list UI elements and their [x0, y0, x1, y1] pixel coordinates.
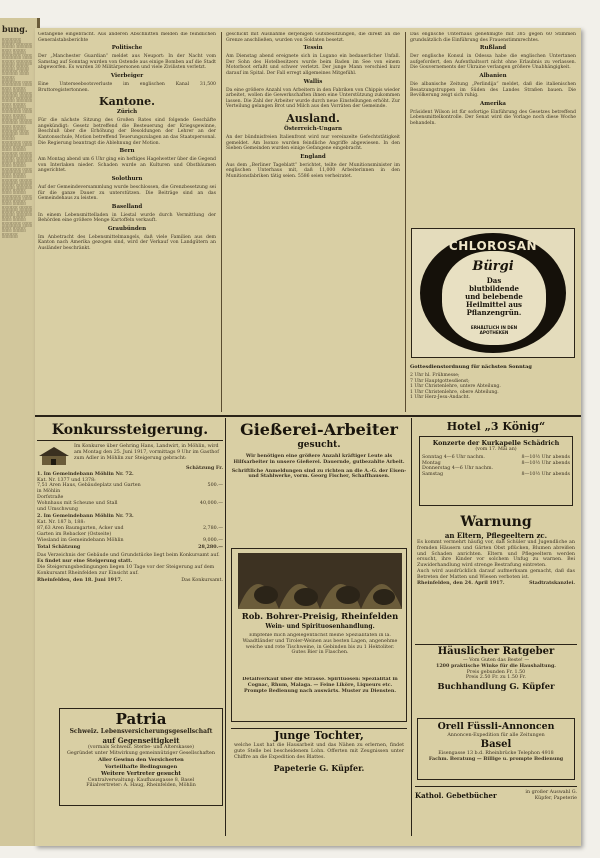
konkurs-intro: Im Konkurse über Gehring Hans, Landwirt, in Möhlin, wird am Montag den 25. Juni 1917, vormittags 9 Uhr im Gasthof zum Adler in Möhlin zur Steigerung gebracht: [74, 444, 220, 461]
news-subhead: Wallis [303, 78, 323, 85]
news-paragraph: Der englische Konsul in Odessa habe die englischen Untertanen aufgefordert, den Aufenthaltsort nicht ohne Erlaubnis zu verlassen. Die Gouvernements der Ukraine verlangen größere Unabhängigkeit. [410, 54, 576, 71]
news-subhead: Zürich [116, 109, 138, 116]
hotel-concert-box: Konzerte der Kurkapelle Schädrich (vom 17. Mai an) Sonntag 4—6 Uhr nachm. 8—10½ Uhr abends Montag 8—10½ Uhr abends Donnerstag 4—6 Uhr nachm. Samstag 8—10½ Uhr abends [419, 436, 573, 506]
news-subhead: Österreich-Ungarn [283, 125, 343, 132]
patria-title: Patria [115, 710, 167, 728]
news-paragraph: An der bündnisfreien Italienfront wird nur vereinzelte Gefechtstätigkeit gemeldet. Am Isonzo wurden feindliche Angriffe abgewiesen. In den Sieben Gemeinden wurden einige Gefangene eingebracht. [226, 134, 400, 152]
news-paragraph: Der „Manchester Guardian“ meldet aus Neuport: In der Nacht vom Samstag auf Sonntag wurden von Ostende aus einige Bomben auf die Stadt abgeworfen. Es wurden 30 Militärpersonen und viele Zivilisten verletzt. [38, 54, 216, 71]
news-paragraph: Eine Unterseebootsverluste im englischen Kanal 31,500 Bruttoregistertonnen. [38, 81, 216, 93]
konkurs-lot-head: 1. Im Gemeindebann Möhlin Nr. 72. [37, 470, 134, 477]
chlorosan-brand-buergi: Bürgi [472, 259, 514, 274]
warnung-title: Warnung [460, 514, 532, 530]
ratgeber-ad: Häuslicher Ratgeber — Vom Guten das Beste! — 1200 praktische Winke für die Haushaltung. Preis gebunden Fr. 1.50 Preis 2.50 Fr. zu 1.50 Fr. Buchhandlung G. Küpfer [415, 644, 577, 714]
gebetbuecher-ad: Kathol. Gebetbücher in großer Auswahl G. Küpfer, Papeterie [415, 786, 577, 806]
news-paragraph: In einem Lebensmittelladen in Liestal wurde durch Vermittlung der Behörden eine größere Menge Kartoffeln verkauft. [38, 212, 216, 224]
patria-ad: Patria Schweiz. Lebensversicherungsgesellschaft auf Gegenseitigkeit (vormals Schweiz. Sterbe- und Alterskasse) Gegründet unter Mitwirkung gemeinnütziger Gesellschaften Aller Gewinn den Versicherten Vorteilhafte Bedingungen Weitere Vertreter gesucht Centralverwaltung: Kaufhausgasse 8, Basel Filialvertreter: A. Haug, Rheinfelden, Möhlin [59, 708, 223, 806]
news-subhead: Vierbeiger [110, 72, 144, 79]
news-column-1 [35, 32, 219, 412]
news-column-3 [407, 32, 579, 228]
warnung-ad: Warnung an Eltern, Pflegeeltern zc. Es kommt vermehrt häufig vor, daß Schüler und Jugendliche an fremden Häusern und Gärten Obst pflücken, Blumen abreißen und Schaden anrichten. Eltern und Pflegeeltern werden ersucht, ihre Kinder vor solchem Unfug zu warnen. Bei Zuwiderhandlung wird strenge Bestrafung eintreten. Auch wird ausdrücklich darauf aufmerksam gemacht, daß das Betreten der Matten und Wiesen verboten ist. Rheinfelden, den 24. April 1917. Stadtratskanzlei. [417, 514, 575, 586]
service-program-title: Gottesdienstordnung für nächsten Sonntag [410, 364, 532, 370]
chlorosan-brand: CHLOROSAN [448, 239, 538, 253]
left-page-text: ░░░░░░ ░░░░ ░░░░░ ░░░ ░░░░ ░░░░░░ ░░░ ░░░░ ░░░░░ ░░░░ ░░░░ ░░░░░ ░░░ ░░░░ ░░░░░░ ░░░ ░░░ ░░░░ ░░░░░ ░░░░ ░░░░ ░░░░░ ░░░ ░░░░ ░░░░░░ ░░░ ░░░ ░░░░ ░░░░░ ░░░░ ░░░ ░░░░ ░░░░░ ░░░ ░░░░ ░░░░░░ ░░░ ░░░ ░░░░ ░░░░░ ░░░░ ░░░░ ░░░░░ ░░░ ░░░░ ░░░░░░ ░░░ ░░░ ░░░░ ░░░░░ ░░░░ ░░░░ ░░░░░ ░░░ ░░░░ ░░░░░░ ░░░ ░░░ ░░░░ ░░░░░ ░░░░ ░░░░ ░░░░░ ░░░ ░░░░ ░░░░░░ ░░░ ░░░ ░░░░ ░░░░░ [2, 38, 33, 238]
konkurs-lot-head: 2. Im Gemeindebann Möhlin Nr. 73. [37, 513, 134, 520]
wine-cellar-illustration [238, 553, 402, 609]
bohrer-name: Rob. Bohrer-Preisig, Rheinfelden [241, 611, 399, 621]
junge-tochter-title: Junge Tochter, [231, 728, 407, 743]
hotel-ad [415, 420, 577, 512]
news-paragraph: Auf der Gemeindeversammlung wurde beschlossen, die Grenzbesetzung sei für die ganze Dauer zu unterstützen. Die Beiträge sind an das Gemeindehaus zu leisten. [38, 184, 216, 202]
news-subhead: Albanien [479, 72, 507, 79]
section-heading-kantone: Kantone. [99, 95, 155, 109]
news-subhead: Graubünden [107, 225, 147, 232]
news-intro: Gefangene eingebracht. Aus anderen Abschnitten melden die feindlichen Generalstabsberichte [38, 32, 216, 43]
news-subhead: Baselland [111, 203, 143, 210]
konkurs-title: Konkurssteigerung. [37, 420, 223, 441]
news-paragraph: Die albanische Zeitung „Perlindija“ meldet, daß die italienischen Besatzungstruppen im Süden des Landes Straßen bauen. Die Bevölkerung zeigt sich ruhig. [410, 81, 576, 99]
news-subhead: Tessin [303, 45, 323, 52]
giesserei-ad: Gießerei-Arbeiter gesucht. Wir benötigen eine größere Anzahl kräftiger Leute als Hilfsarbeiter in unsere Gießerei. Dauernde, gutbezahlte Arbeit. Schriftliche Anmeldungen sind zu richten an die A.-G. der Eisen- und Stahlwerke, vorm. Georg Fischer, Schaffhausen. [229, 420, 409, 540]
news-subhead: Rußland [479, 45, 507, 52]
left-page-edge [0, 18, 40, 846]
orell-fuessli-ad: Orell Füssli-Annoncen Annoncen-Expedition für alle Zeitungen Basel Eisengasse 13 b.d. Rheinbrücke Telephon 4918 Fachm. Beratung — Billige u. prompte Bedienung [417, 718, 575, 780]
news-paragraph: Für die nächste Sitzung des Großen Rates sind folgende Geschäfte angekündigt: Gesetz betreffend die Besteuerung der Kriegsgewinne, Beschluß über die Erhöhung der Besoldungen der Lehrer an der Kantonsschule, Motion betreffend Teuerungszulagen an das Staatspersonal. Die Regierung beantragt die Ablehnung der Motion. [38, 118, 216, 146]
news-subhead: Amerika [480, 100, 506, 107]
bohrer-ad: Rob. Bohrer-Preisig, Rheinfelden Wein- und Spirituosenhandlung. Empfehle mich angelegentlichst meine Spezialitäten in la. Waadtländer und Tiroler-Weinen aus besten Lagen, angenehme weiche und rote Tischweine, in Gebinden bis zu 1 Hektoliter. Gutes Bier in Flaschen. Detailverkauf über die Strasse. Spirituosen: Spezialität in Cognac, Rhum, Malaga. — Feine Liköre, Liqueurs etc. Prompte Bedienung nach auswärts. Muster zu Diensten. [231, 548, 407, 722]
farmhouse-illustration [37, 444, 71, 466]
news-subhead: Politische [111, 45, 143, 52]
news-paragraph: Am Montag abend um 6 Uhr ging ein heftiges Hagelwetter über die Gegend von Interlaken nieder. Schaden wurde an Kulturen und Obstbäumen angerichtet. [38, 157, 216, 174]
service-program: Gottesdienstordnung für nächsten Sonntag 2 Uhr hl. Frühmesse; 7 Uhr Hauptgottesdienst; 1 Uhr Christenlehre, untere Abteilung. 1 Uhr Christenlehre, obere Abteilung. 1 Uhr Herz-Jesu-Andacht. [407, 362, 579, 412]
news-paragraph: Das englische Unterhaus genehmigte mit 385 gegen 60 Stimmen grundsätzlich die Einführung des Frauenstimmrechtes. [410, 32, 576, 43]
news-paragraph: Im Anbetracht des Lebensmittelmangels, daß viele Familien aus dem Kanton nach Amerika gezogen sind, wird der Verkauf von Landgütern an Ausländer beschränkt. [38, 234, 216, 252]
left-page-fragment: bung. [2, 24, 28, 34]
news-paragraph: Am Dienstag abend ereignete sich in Lugano ein bedauerlicher Unfall. Der Sohn des Hotelbesitzers wurde beim Baden im See von einem Motorboot erfaßt und schwer verletzt. Der junge Mann verschied kurz darauf im Spital. Der Fall erregt allgemeines Mitgefühl. [226, 54, 400, 76]
orell-fuessli-title: Orell Füssli-Annoncen [437, 721, 555, 732]
hotel-title: Hotel „3 König“ [446, 420, 546, 433]
konkurs-column-head: Schätzung Fr. [186, 465, 223, 471]
giesserei-title: Gießerei-Arbeiter [240, 420, 398, 439]
news-subhead: England [300, 153, 326, 160]
ratgeber-title: Häuslicher Ratgeber [437, 646, 555, 657]
news-column-2 [223, 32, 403, 412]
junge-tochter-ad: Junge Tochter, welche Lust hat die Hausarbeit und das Nähen zu erlernen, findet gute Stelle bei bescheidenem Lohn. Offerten mit Zeugnissen unter Chiffre an die Expedition des Blattes. Papeterie G. Küpfer. [231, 728, 407, 838]
section-heading-ausland: Ausland. [286, 111, 340, 125]
news-subhead: Bern [119, 148, 135, 155]
chlorosan-ad [411, 228, 575, 358]
news-subhead: Solothurn [111, 175, 143, 182]
chlorosan-claim: Das blutbildende und belebende Heilmittel aus Pflanzengrün. [465, 277, 523, 317]
news-paragraph: Da eine größere Anzahl von Arbeitern in den Fabriken von Chippis wieder arbeitet, wollen die Gewerkschaften ihnen eine Unterstützung zukommen lassen. Die Zahl der Arbeiter wurde durch neue Einstellungen erhöht. Zur Verteilung gelangen Brot und Milch aus den Vorräten der Gemeinde. [226, 87, 400, 110]
news-paragraph: Aus dem „Berliner Tageblatt“ berichtet, teilte der Munitionsminister im englischen Unterhaus mit, daß 11,000 Arbeiterinnen in den Munitionsfabriken tätig seien. 5586 seien verheiratet. [226, 162, 400, 179]
newspaper-page [35, 28, 581, 846]
news-paragraph: Präsident Wilson ist für sofortige Einführung des Gesetzes betreffend Lebensmittelkontrolle. Der Senat wird die Vorlage noch diese Woche behandeln. [410, 109, 576, 126]
news-paragraph: geschickt mit Ausnahme derjenigen Gutsbesitzungen, die direkt an die Grenze anschließen, wurden von Soldaten besetzt. [226, 32, 400, 43]
konkurs-ad: Konkurssteigerung. Im Konkurse über Gehring Hans, Landwirt, in Möhlin, wird am Montag den 25. Juni 1917, vormittags 9 Uhr im Gasthof zum Adler in Möhlin zur Steigerung gebracht: Schätzung Fr. 1. Im Gemeindebann Möhlin Nr. 72. Kat. Nr. 1377 und 1378: 7,51 Aren Haus, Gebäudeplatz und Garten 500.— in Möhlin Dorfstraße Wohnhaus mit Scheune und Stall 40,000.— und Umschwung 2. Im Gemeindebann Möhlin Nr. 73. Kat. Nr. 187 b, 188: 87,63 Aren Baumgarten, Acker und 2,780.— Garten im Rebacker (Ostseite) Wiesland im Gemeindebann Möhlin 9,000.— Total Schätzung 28,280.— Das Verzeichnis der Gebäude und Grundstücke liegt beim Konkursamt auf. Es findet nur eine Steigerung statt. Die Steigerungsbedingungen liegen 10 Tage vor der Steigerung auf dem Konkursamt Rheinfelden zur Einsicht auf. Rheinfelden, den 18. Juni 1917. Das Konkursamt. [37, 422, 223, 584]
chlorosan-footer: ERHÄLTLICH IN DEN APOTHEKEN [470, 325, 518, 335]
